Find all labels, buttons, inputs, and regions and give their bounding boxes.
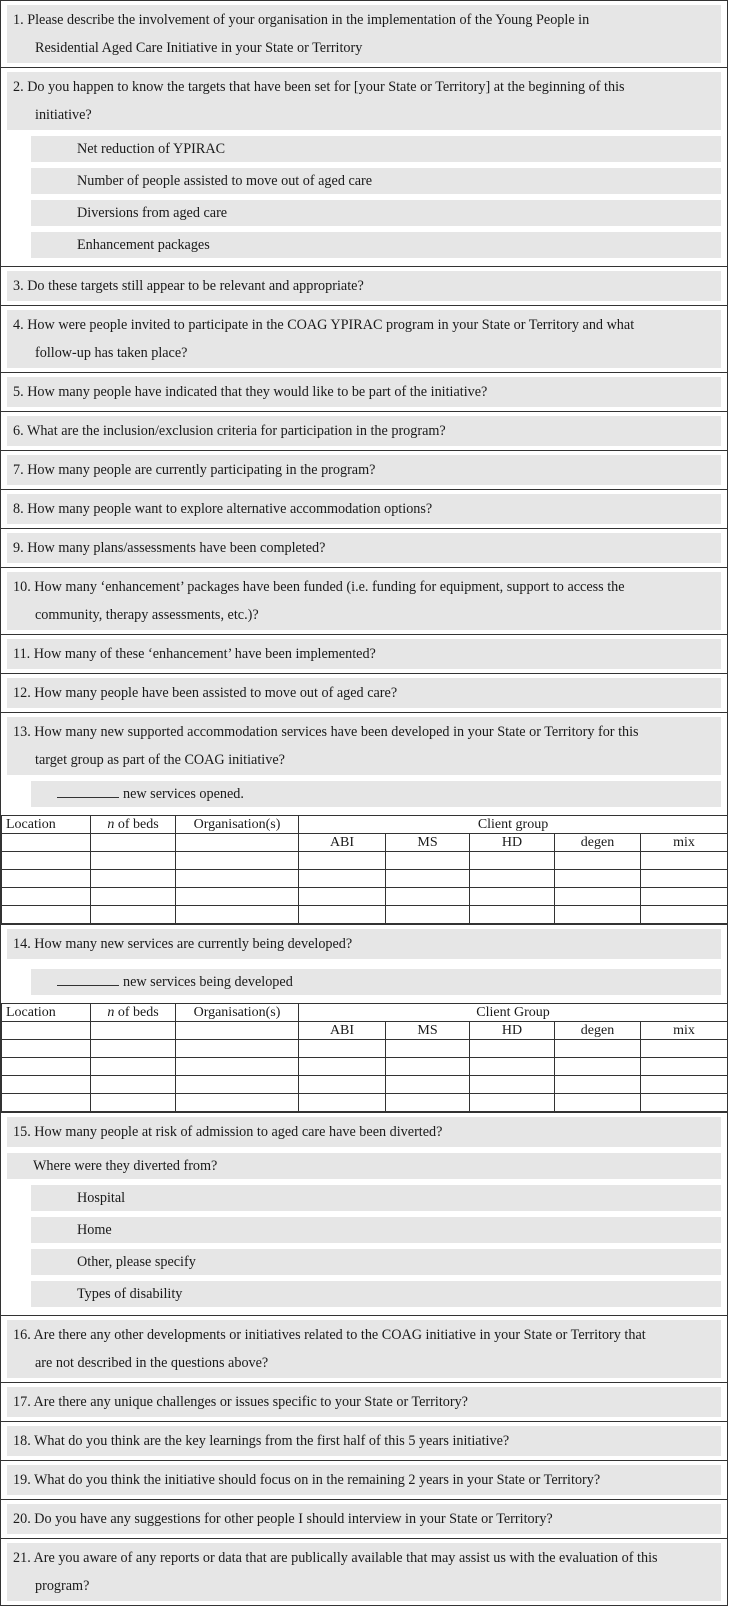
- question-1: [7, 5, 721, 63]
- col-abi: ABI: [299, 1022, 386, 1040]
- question-text: How were people invited to participate in the COAG YPIRAC program in your State or Territory and what: [27, 317, 635, 333]
- question-text-continued: follow-up has taken place?: [35, 345, 188, 361]
- question-10-block: [1, 567, 727, 634]
- col-ms: MS: [386, 834, 470, 852]
- table-cell[interactable]: [91, 888, 176, 906]
- col-client-group: Client group: [299, 816, 728, 834]
- table-cell[interactable]: [91, 906, 176, 924]
- question-18: [7, 1426, 721, 1456]
- question-text: How many people have indicated that they would like to be part of the initiative?: [27, 384, 488, 400]
- question-14: [7, 929, 721, 959]
- question-number: 20.: [13, 1511, 31, 1527]
- table-cell[interactable]: [2, 1022, 91, 1040]
- table-cell[interactable]: [176, 1076, 299, 1094]
- question-7: [7, 455, 721, 485]
- table-cell[interactable]: [176, 852, 299, 870]
- table-cell[interactable]: [2, 834, 91, 852]
- question-19-block: [1, 1460, 727, 1499]
- question-7-block: [1, 450, 727, 489]
- table-cell[interactable]: [555, 1058, 641, 1076]
- question-number: 1.: [13, 12, 24, 28]
- table-cell[interactable]: [2, 870, 91, 888]
- diverted-from-label: Where were they diverted from?: [7, 1153, 721, 1179]
- question-3: [7, 271, 721, 301]
- question-20-block: [1, 1499, 727, 1538]
- question-21-block: [1, 1538, 727, 1605]
- question-text: What do you think are the key learnings from the first half of this 5 years initiative?: [34, 1433, 510, 1449]
- table-cell[interactable]: [555, 870, 641, 888]
- col-abi: ABI: [299, 834, 386, 852]
- table-cell[interactable]: [299, 1058, 386, 1076]
- target-item: Diversions from aged care: [31, 200, 721, 226]
- question-number: 11.: [13, 646, 31, 662]
- table-cell[interactable]: [2, 888, 91, 906]
- table-row: [2, 906, 728, 924]
- beds-label: of beds: [117, 816, 159, 832]
- table-cell[interactable]: [2, 1040, 91, 1058]
- table-cell[interactable]: [91, 870, 176, 888]
- question-19: [7, 1465, 721, 1495]
- question-17-block: [1, 1382, 727, 1421]
- question-number: 3.: [13, 278, 24, 294]
- col-ms: MS: [386, 1022, 470, 1040]
- col-organisation: Organisation(s): [176, 1004, 299, 1022]
- col-beds: [91, 1004, 176, 1022]
- question-number: 17.: [13, 1394, 31, 1410]
- answer-blank[interactable]: [57, 783, 119, 798]
- table-cell[interactable]: [641, 1040, 728, 1058]
- col-mix: mix: [641, 834, 728, 852]
- question-3-block: [1, 266, 727, 305]
- question-number: 18.: [13, 1433, 31, 1449]
- table-cell[interactable]: [176, 888, 299, 906]
- table-cell[interactable]: [176, 1022, 299, 1040]
- question-12-block: [1, 673, 727, 712]
- table-cell[interactable]: [641, 906, 728, 924]
- question-16: [7, 1320, 721, 1378]
- question-15: [7, 1117, 721, 1147]
- question-4: [7, 310, 721, 368]
- beds-label: of beds: [117, 1004, 159, 1020]
- services-opened-table: [1, 815, 728, 924]
- col-hd: HD: [470, 1022, 555, 1040]
- question-text: How many people want to explore alternative accommodation options?: [27, 501, 433, 517]
- question-9: [7, 533, 721, 563]
- table-cell[interactable]: [470, 1076, 555, 1094]
- question-12: [7, 678, 721, 708]
- question-text: Do you happen to know the targets that have been set for [your State or Territory] at the beginning of this: [27, 79, 625, 95]
- diversion-item: Hospital: [31, 1185, 721, 1211]
- table-cell[interactable]: [299, 1040, 386, 1058]
- question-20: [7, 1504, 721, 1534]
- question-17: [7, 1387, 721, 1417]
- table-cell[interactable]: [91, 1058, 176, 1076]
- question-number: 15.: [13, 1124, 31, 1140]
- table-cell[interactable]: [386, 1040, 470, 1058]
- table-cell[interactable]: [386, 1094, 470, 1112]
- table-cell[interactable]: [91, 1094, 176, 1112]
- table-row: [2, 1058, 728, 1076]
- diversion-item: Other, please specify: [31, 1249, 721, 1275]
- question-5-block: [1, 372, 727, 411]
- table-cell[interactable]: [555, 906, 641, 924]
- table-cell[interactable]: [2, 1058, 91, 1076]
- table-cell[interactable]: [386, 1076, 470, 1094]
- table-cell[interactable]: [470, 1094, 555, 1112]
- table-cell[interactable]: [176, 1058, 299, 1076]
- question-11: [7, 639, 721, 669]
- question-number: 16.: [13, 1327, 31, 1343]
- table-cell[interactable]: [386, 906, 470, 924]
- question-number: 13.: [13, 724, 31, 740]
- question-1-block: [1, 0, 727, 67]
- col-mix: mix: [641, 1022, 728, 1040]
- table-cell[interactable]: [470, 1058, 555, 1076]
- table-cell[interactable]: [641, 852, 728, 870]
- question-number: 8.: [13, 501, 24, 517]
- table-row: [2, 870, 728, 888]
- question-13: [7, 717, 721, 775]
- question-11-block: [1, 634, 727, 673]
- col-location: Location: [2, 816, 91, 834]
- question-number: 10.: [13, 579, 31, 595]
- question-text: How many of these ‘enhancement’ have been implemented?: [33, 646, 376, 662]
- table-row: [2, 888, 728, 906]
- new-services-developing-line: [31, 969, 721, 995]
- table-cell[interactable]: [299, 870, 386, 888]
- question-8: [7, 494, 721, 524]
- table-cell[interactable]: [470, 888, 555, 906]
- question-number: 4.: [13, 317, 24, 333]
- question-number: 2.: [13, 79, 24, 95]
- table-cell[interactable]: [386, 1058, 470, 1076]
- question-21: [7, 1543, 721, 1601]
- col-degen: degen: [555, 1022, 641, 1040]
- question-text: What do you think the initiative should focus on in the remaining 2 years in your State or Territory?: [34, 1472, 601, 1488]
- table-cell[interactable]: [555, 1094, 641, 1112]
- new-services-opened-line: [31, 781, 721, 807]
- table-cell[interactable]: [2, 1094, 91, 1112]
- table-cell[interactable]: [176, 1094, 299, 1112]
- question-text: Do you have any suggestions for other people I should interview in your State or Territory?: [34, 1511, 553, 1527]
- col-degen: degen: [555, 834, 641, 852]
- question-2-block: [1, 67, 727, 266]
- table-cell[interactable]: [91, 852, 176, 870]
- table-cell[interactable]: [386, 870, 470, 888]
- table-cell[interactable]: [176, 870, 299, 888]
- table-cell[interactable]: [299, 888, 386, 906]
- table-cell[interactable]: [470, 906, 555, 924]
- table-cell[interactable]: [91, 1040, 176, 1058]
- question-2: [7, 72, 721, 130]
- table-row: [2, 852, 728, 870]
- question-text: How many people at risk of admission to aged care have been diverted?: [34, 1124, 443, 1140]
- answer-blank[interactable]: [57, 971, 119, 986]
- question-text-continued: are not described in the questions above?: [35, 1355, 269, 1371]
- question-text: Do these targets still appear to be relevant and appropriate?: [27, 278, 364, 294]
- question-13-block: [1, 712, 727, 815]
- question-18-block: [1, 1421, 727, 1460]
- col-hd: HD: [470, 834, 555, 852]
- table-cell[interactable]: [91, 1022, 176, 1040]
- col-location: Location: [2, 1004, 91, 1022]
- table-cell[interactable]: [555, 1040, 641, 1058]
- question-number: 21.: [13, 1550, 31, 1566]
- table-cell[interactable]: [299, 1094, 386, 1112]
- table-cell[interactable]: [386, 852, 470, 870]
- question-14-block: [1, 924, 727, 1003]
- n-label: n: [107, 1004, 115, 1020]
- question-text: Please describe the involvement of your organisation in the implementation of the Young People in: [27, 12, 590, 28]
- table-row: [2, 1076, 728, 1094]
- table-cell[interactable]: [176, 834, 299, 852]
- question-5: [7, 377, 721, 407]
- table-row: [2, 1094, 728, 1112]
- n-label: n: [107, 816, 115, 832]
- question-text-continued: Residential Aged Care Initiative in your State or Territory: [35, 40, 363, 56]
- question-text: Are there any unique challenges or issues specific to your State or Territory?: [33, 1394, 468, 1410]
- col-organisation: Organisation(s): [176, 816, 299, 834]
- question-15-block: [1, 1112, 727, 1315]
- question-text-continued: target group as part of the COAG initiative?: [35, 752, 285, 768]
- table-cell[interactable]: [555, 852, 641, 870]
- table-cell[interactable]: [386, 888, 470, 906]
- question-16-block: [1, 1315, 727, 1382]
- table-cell[interactable]: [555, 888, 641, 906]
- question-text: How many new supported accommodation services have been developed in your State or Territory for this: [34, 724, 639, 740]
- question-text-continued: community, therapy assessments, etc.)?: [35, 607, 259, 623]
- col-client-group: Client Group: [299, 1004, 728, 1022]
- table-cell[interactable]: [641, 870, 728, 888]
- blank-label: new services being developed: [123, 974, 293, 990]
- table-cell[interactable]: [555, 1076, 641, 1094]
- question-number: 19.: [13, 1472, 31, 1488]
- question-10: [7, 572, 721, 630]
- blank-label: new services opened.: [123, 786, 244, 802]
- diversion-item: Home: [31, 1217, 721, 1243]
- target-item: Enhancement packages: [31, 232, 721, 258]
- table-cell[interactable]: [176, 1040, 299, 1058]
- table-cell[interactable]: [299, 1076, 386, 1094]
- question-6-block: [1, 411, 727, 450]
- target-item: Net reduction of YPIRAC: [31, 136, 721, 162]
- table-cell[interactable]: [2, 906, 91, 924]
- table-cell[interactable]: [641, 1094, 728, 1112]
- table-cell[interactable]: [641, 1058, 728, 1076]
- table-cell[interactable]: [470, 852, 555, 870]
- question-text: How many plans/assessments have been completed?: [27, 540, 326, 556]
- table-cell[interactable]: [470, 870, 555, 888]
- table-cell[interactable]: [2, 1076, 91, 1094]
- question-text: How many people have been assisted to move out of aged care?: [34, 685, 398, 701]
- question-8-block: [1, 489, 727, 528]
- question-text: Are you aware of any reports or data that are publically available that may assist us with the evaluation of this: [33, 1550, 658, 1566]
- question-9-block: [1, 528, 727, 567]
- diversion-item: Types of disability: [31, 1281, 721, 1307]
- table-cell[interactable]: [91, 834, 176, 852]
- col-beds: [91, 816, 176, 834]
- table-row: [2, 1040, 728, 1058]
- question-number: 14.: [13, 936, 31, 952]
- question-6: [7, 416, 721, 446]
- table-cell[interactable]: [299, 852, 386, 870]
- target-item: Number of people assisted to move out of aged care: [31, 168, 721, 194]
- table-cell[interactable]: [2, 852, 91, 870]
- question-text: Are there any other developments or initiatives related to the COAG initiative in your State or Territory that: [33, 1327, 646, 1343]
- table-cell[interactable]: [641, 888, 728, 906]
- table-cell[interactable]: [91, 1076, 176, 1094]
- question-number: 9.: [13, 540, 24, 556]
- table-cell[interactable]: [299, 906, 386, 924]
- question-number: 12.: [13, 685, 31, 701]
- question-number: 7.: [13, 462, 24, 478]
- services-developing-table: [1, 1003, 728, 1112]
- table-cell[interactable]: [176, 906, 299, 924]
- question-4-block: [1, 305, 727, 372]
- question-number: 5.: [13, 384, 24, 400]
- table-cell[interactable]: [641, 1076, 728, 1094]
- question-text: What are the inclusion/exclusion criteria for participation in the program?: [26, 423, 446, 439]
- question-text-continued: initiative?: [35, 107, 92, 123]
- question-text: How many new services are currently being developed?: [34, 936, 353, 952]
- question-number: 6.: [13, 423, 24, 439]
- table-cell[interactable]: [470, 1040, 555, 1058]
- question-text: How many people are currently participating in the program?: [27, 462, 376, 478]
- question-text: How many ‘enhancement’ packages have been funded (i.e. funding for equipment, support to access the: [34, 579, 625, 595]
- question-text-continued: program?: [35, 1578, 90, 1594]
